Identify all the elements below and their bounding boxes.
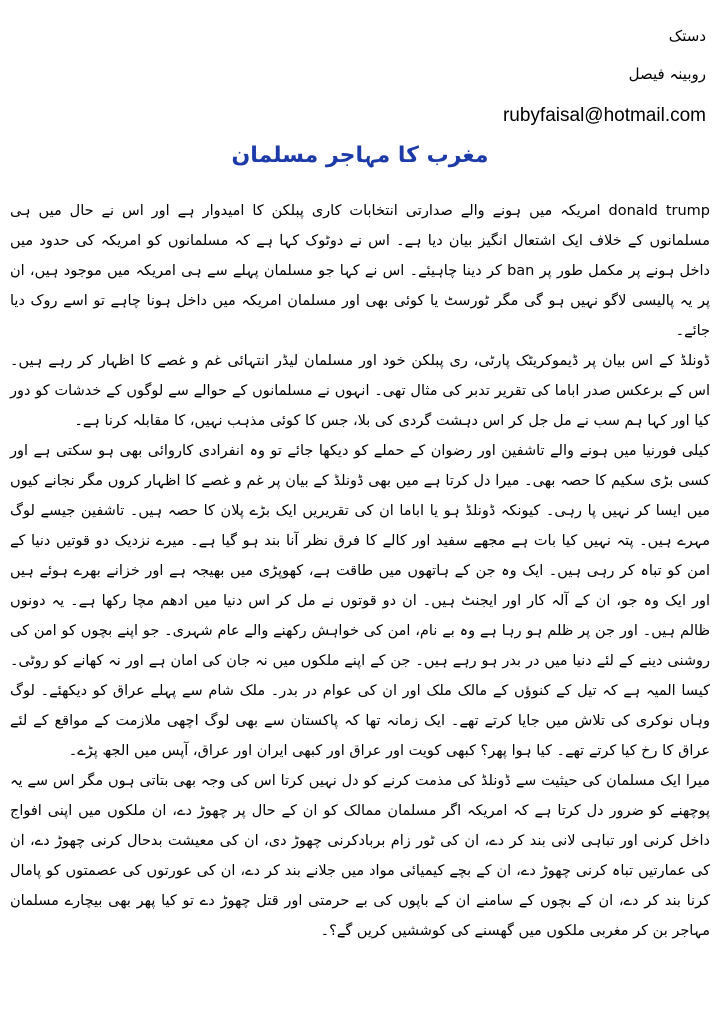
- author-email: rubyfaisal@hotmail.com: [502, 105, 706, 126]
- author-name: روبینہ فیصل: [628, 65, 706, 83]
- paragraph: ڈونلڈ کے اس بیان پر ڈیموکریٹک پارٹی، ری پبلکن خود اور مسلمان لیڈر انتہائی غم و غصے کا اظہار کر رہے ہیں۔ اس کے برعکس صدر اباما کی تقریر تدبر کی مثال تھی۔ انہوں نے مسلمانوں کے حوالے سے لوگوں کے خدشات کو دور کیا اور کہا ہم سب نے مل جل کر اس دہشت گردی کی بلا، جس کا کوئی مذہب نہیں، کا مقابلہ کرنا ہے۔: [10, 353, 710, 429]
- paragraph: کیلی فورنیا میں ہونے والے تاشفین اور رضوان کے حملے کو دیکھا جائے تو وہ انفرادی کاروائی بھی ہو سکتی ہے اور کسی بڑی سکیم کا حصہ بھی۔ میرا دل کرتا ہے میں بھی ڈونلڈ کے بیان پر غم و غصے کا اظہار کروں مگر نجانے کیوں میں ایسا کر نہیں پا رہی۔ کیونکہ ڈونلڈ ہو یا اباما ان کی تقریریں ایک بڑے پلان کا حصہ ہیں۔ تاشفین جیسے لوگ مہرے ہیں۔ پتہ نہیں کیا بات ہے مجھے سفید اور کالے کا فرق نظر آنا بند ہو گیا ہے۔ میرے نزدیک دو قوتیں دنیا کے امن کو تباہ کر رہی ہیں۔ ایک وہ جن کے ہاتھوں میں طاقت ہے، کھوپڑی میں بھیجہ ہے اور خزانے بھرے ہوئے ہیں اور ایک وہ جو، ان کے آلہ کار اور ایجنٹ ہیں۔ ان دو قوتوں نے مل کر اس دنیا میں ادھم مچا رکھا ہے۔ یہ دونوں ظالم ہیں۔ اور جن پر ظلم ہو رہا ہے وہ بے نام، امن کی خواہش رکھنے والے عام شہری۔ جو اپنے بچوں کو امن کی روشنی دینے کے لئے دنیا میں در بدر ہو رہے ہیں۔ جن کے اپنے ملکوں میں نہ جان کی امان ہے اور نہ کھانے کو روٹی۔ کیسا المیہ ہے کہ تیل کے کنوؤں کے مالک ملک اور ان کی عوام در بدر۔ ملک شام سے پہلے عراق کو دیکھئے۔ لوگ وہاں نوکری کی تلاش میں جایا کرتے تھے۔ ایک زمانہ تھا کہ پاکستان سے بھی لوگ اچھی ملازمت کے مواقع کے لئے عراق کا رخ کیا کرتے تھے۔ کیا ہوا پھر؟ کبھی کویت اور عراق اور کبھی ایران اور عراق، آپس میں الجھ پڑے۔: [10, 443, 710, 759]
- article-body: [10, 196, 710, 946]
- paragraph: میرا ایک مسلمان کی حیثیت سے ڈونلڈ کی مذمت کرنے کو دل نہیں کرتا اس کی وجہ بھی بتاتی ہوں مگر اس سے یہ پوچھنے کو ضرور دل کرتا ہے کہ امریکہ اگر مسلمان ممالک کو ان کے حال پر چھوڑ دے، ان ملکوں میں اپنی افواج داخل کرنی اور تباہی لانی بند کر دے، ان کی ٹور زام بربادکرنی چھوڑ دی، ان کی معیشت بدحال کرنی چھوڑ دے، ان کی عمارتیں تباہ کرنی چھوڑ دے، ان کے بچے کیمیائی مواد میں جلانے بند کر دے، ان کی عورتوں کی عصمتوں کو پامال کرنا بند کر دے، ان کے بچوں کے سامنے ان کے باپوں کی بے حرمتی اور قتل چھوڑ دے تو کیا پھر بھی بیچارے مسلمان مہاجر بن کر مغربی ملکوں میں گھسنے کی کوششیں کریں گے؟۔: [10, 773, 710, 939]
- paragraph: donald trump امریکہ میں ہونے والے صدارتی انتخابات کاری پبلکن کا امیدوار ہے اور اس نے حال میں ہی مسلمانوں کے خلاف ایک اشتعال انگیز بیان دیا ہے۔ اس نے دوٹوک کہا ہے کہ مسلمانوں کو امریکہ کی حدود میں داخل ہونے پر مکمل طور پر ban کر دینا چاہیئے۔ اس نے کہا جو مسلمان پہلے سے ہی امریکہ میں موجود ہیں، ان پر یہ پالیسی لاگو نہیں ہو گی مگر ٹورسٹ یا کوئی بھی اور مسلمان امریکہ میں داخل ہونا چاہے تو اسے روک دیا جائے۔: [10, 203, 710, 339]
- article-title: مغرب کا مہاجر مسلمان: [231, 143, 489, 168]
- column-label: دستک: [668, 27, 706, 45]
